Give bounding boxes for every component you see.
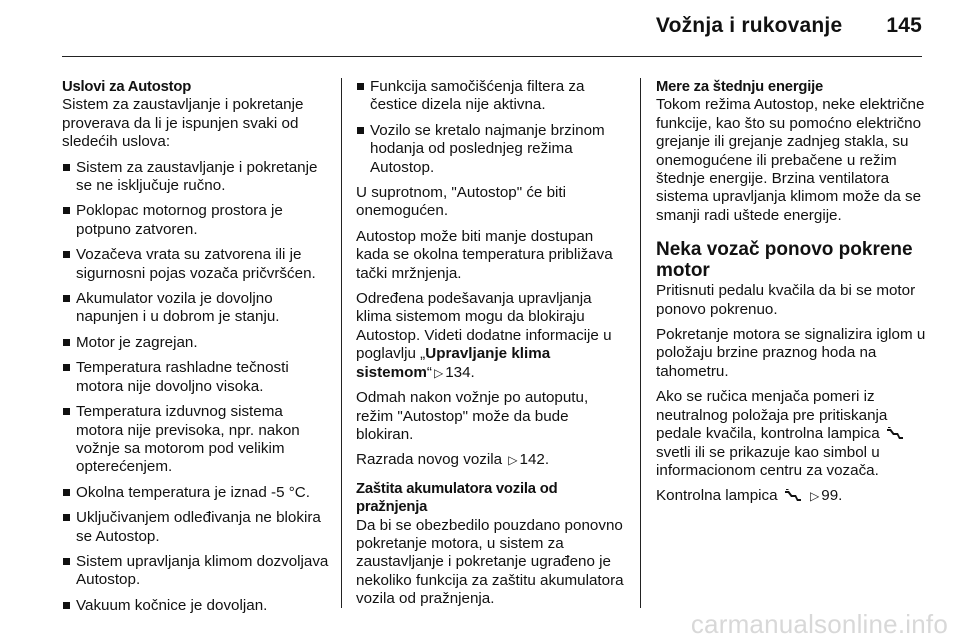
paragraph-text: Kontrolna lampica (656, 487, 778, 505)
list-item: Sistem upravljanja klimom dozvoljava Autostop. (62, 553, 332, 590)
paragraph: Odmah nakon vožnje po autoputu, režim "Autostop" može da bude blokiran. (356, 389, 589, 443)
paragraph-with-reference (356, 451, 626, 469)
list-item: Vozilo se kretalo najmanje brzinom hodanja od poslednjeg režima Autostop. (356, 122, 626, 177)
paragraph-text: Razrada novog vozila (356, 451, 503, 469)
conditions-list (62, 159, 332, 616)
paragraph-with-reference (356, 290, 626, 382)
header-rule (62, 56, 922, 57)
autostop-lamp-icon (784, 489, 802, 501)
watermark: carmanualsonline.info (690, 609, 948, 639)
paragraph: Pokretanje motora se signalizira iglom u položaju brzine praznog hoda na tahometru. (656, 326, 926, 380)
energy-saving-heading: Mere za štednju energije (656, 79, 824, 95)
battery-protection-heading: Zaštita akumulatora vozila od pražnjenja (356, 480, 558, 516)
paragraph-with-lamp (656, 388, 928, 480)
paragraph-with-reference (656, 487, 928, 505)
list-item: Motor je zagrejan. (62, 334, 332, 352)
paragraph: Pritisnuti pedalu kvačila da bi se motor ponovo pokrenuo. (656, 282, 916, 318)
paragraph-text: svetli ili se prikazuje kao simbol u informacionom centru za vozača. (656, 443, 880, 479)
section-title: Vožnja i rukovanje (655, 14, 843, 37)
chapter-link[interactable]: Upravljanje klima sistemom (356, 345, 551, 381)
paragraph: U suprotnom, "Autostop" će biti onemogućen. (356, 184, 567, 220)
paragraph-text: Ako se ručica menjača pomeri iz neutralnog položaja pre pritiskanja pedale kvačila, kontrolna lampica (656, 388, 888, 443)
page-number: 145 (886, 14, 922, 37)
autostop-conditions-heading: Uslovi za Autostop (62, 79, 192, 95)
driver-restart-heading: Neka vozač ponovo pokrene motor (656, 239, 913, 282)
paragraph: Autostop može biti manje dostupan kada se okolna temperatura približava tački mržnjenja. (356, 227, 613, 282)
list-item: Sistem za zaustavljanje i pokretanje se ne isključuje ručno. (62, 159, 332, 196)
paragraph: Da bi se obezbedilo pouzdano ponovno pokretanje motora, u sistem za zaustavljanje i pokretanje ugrađeno je nekoliko funkcija za zaštitu akumulatora vozila od pražnjenja. (356, 516, 624, 608)
paragraph-text: Određena podešavanja upravljanja klima sistemom mogu da blokiraju Autostop. Videti dodatne informacije u poglavlju „ (356, 290, 612, 363)
list-item: Poklopac motornog prostora je potpuno zatvoren. (62, 202, 332, 239)
triangle-right-icon: ▷ (810, 489, 820, 504)
triangle-right-icon: ▷ (508, 453, 518, 468)
list-item: Uključivanjem odleđivanja ne blokira se Autostop. (62, 509, 332, 546)
triangle-right-icon: ▷ (433, 365, 444, 380)
list-item: Temperatura izduvnog sistema motora nije previsoka, npr. nakon vožnje sa motorom pod velikim opterećenjem. (62, 403, 332, 477)
column-3 (656, 78, 928, 513)
column-1 (62, 78, 332, 622)
autostop-lamp-icon (886, 427, 904, 439)
list-item: Vakuum kočnice je dovoljan. (62, 597, 332, 615)
page-reference[interactable]: 134. (445, 363, 475, 381)
conditions-list-continued (356, 78, 626, 177)
quote-close: “ (426, 363, 432, 381)
page-reference[interactable]: 142. (519, 451, 550, 469)
page-header (656, 14, 922, 38)
list-item: Okolna temperatura je iznad -5 °C. (62, 484, 332, 502)
column-2 (356, 78, 626, 616)
page-reference[interactable]: 99. (821, 487, 843, 505)
list-item: Akumulator vozila je dovoljno napunjen i u dobrom je stanju. (62, 290, 332, 327)
column-divider-2 (640, 78, 641, 608)
list-item: Funkcija samočišćenja filtera za čestice dizela nije aktivna. (356, 78, 626, 115)
conditions-intro: Sistem za zaustavljanje i pokretanje proverava da li je ispunjen svaki od sledećih uslova: (62, 96, 304, 151)
list-item: Vozačeva vrata su zatvorena ili je sigurnosni pojas vozača pričvršćen. (62, 246, 332, 283)
column-divider-1 (341, 78, 342, 608)
paragraph: Tokom režima Autostop, neke električne funkcije, kao što su pomoćno električno grejanje ili grejanje zadnjeg stakla, su onemogućene ili prebačene u režim štednje energije. Brzina ventilatora sistema upravljanja klimom može da se smanji radi uštede energije. (656, 96, 925, 224)
list-item: Temperatura rashladne tečnosti motora nije dovoljno visoka. (62, 359, 332, 396)
